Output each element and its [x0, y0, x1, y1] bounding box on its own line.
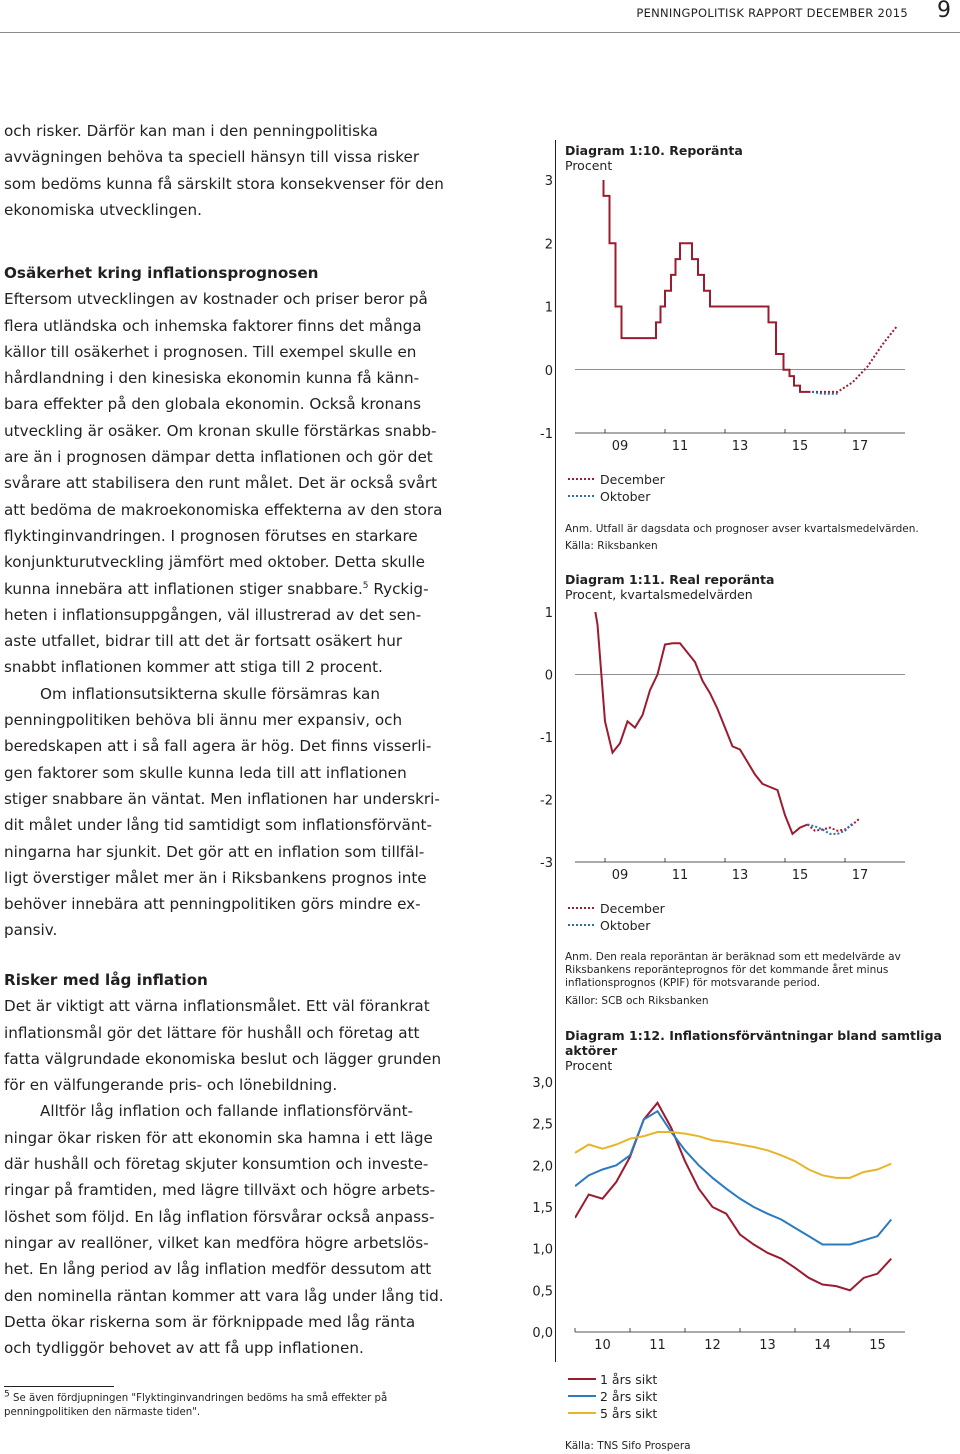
text-line: Eftersom utvecklingen av kostnader och priser beror på [4, 290, 428, 309]
diagram-unit: Procent, kvartalsmedelvärden [565, 587, 753, 602]
text-line-with-footnote [4, 576, 442, 602]
text-line: ekonomiska utvecklingen. [4, 200, 202, 219]
legend-label: 2 års sikt [600, 1389, 658, 1404]
text-line: fatta välgrundade ekonomiska beslut och lägger grunden [4, 1049, 442, 1068]
text-line: Det är viktigt att värna inflationsmålet. Ett väl förankrat [4, 997, 430, 1016]
text-line: källor till osäkerhet i prognosen. Till exempel skulle en [4, 342, 417, 361]
text-line: Detta ökar riskerna som är förknippade med låg ränta [4, 1312, 416, 1331]
text-line: svårare att stabilisera den runt målet. Det är också svårt [4, 474, 438, 493]
text-line: den nominella räntan kommer att vara låg under lång tid. [4, 1286, 444, 1305]
diagram-title: aktörer [565, 1043, 618, 1058]
text-line: konjunkturutveckling jämfört med oktober. Detta skulle [4, 553, 425, 572]
text-line: utveckling är osäker. Om kronan skulle förstärkas snabb- [4, 421, 437, 440]
footnote-marker[interactable]: 5 [362, 580, 369, 591]
y-tick-label: 1 [544, 300, 553, 316]
text-span: kunna innebära att inflationen stiger snabbare. [4, 579, 363, 598]
y-tick-label: -1 [540, 731, 553, 746]
x-tick-label: 09 [611, 439, 629, 454]
footnote-text: Se även fördjupningen "Flyktinginvandringen bedöms ha små effekter på [9, 1393, 388, 1404]
y-tick-label: 2 [544, 237, 553, 253]
section-heading-low-inflation: Risker med låg inflation [4, 971, 208, 989]
series-group [575, 168, 898, 394]
text-span: Ryckig- [368, 579, 429, 598]
section-uncertainty-paragraph-2 [4, 681, 442, 944]
x-tick-label: 17 [851, 439, 869, 454]
y-tick-label: 1,0 [532, 1242, 553, 1258]
footnote [4, 1389, 388, 1420]
series-line-utfall [575, 600, 808, 834]
text-line: dit målet under lång tid samtidigt som inflationsförvänt- [4, 816, 432, 835]
text-line: Alltför låg inflation och fallande inflationsförvänt- [40, 1102, 414, 1121]
section-low-inflation [4, 967, 444, 1361]
x-tick-label: 12 [704, 1338, 721, 1353]
text-line: inflationsmål gör det lättare för hushåll och företag att [4, 1023, 420, 1042]
x-tick-label: 09 [611, 868, 629, 883]
intro-paragraph [4, 118, 444, 223]
footnote-number: 5 [4, 1389, 10, 1400]
legend-swatches [568, 472, 598, 504]
x-tick-label: 13 [759, 1338, 776, 1353]
diagram-title: Diagram 1:10. Reporänta [565, 143, 743, 158]
header-divider [0, 32, 960, 33]
series-group [575, 1103, 891, 1291]
diagram-note: Anm. Utfall är dagsdata och prognoser avser kvartalsmedelvärden. [565, 523, 919, 535]
text-line: flyktinginvandringen. I prognosen förutses en starkare [4, 526, 418, 545]
y-tick-label: 3 [544, 174, 553, 189]
text-line: stiger snabbare än väntat. Men inflationen har underskri- [4, 789, 440, 808]
text-line: ningar ökar risken för att ekonomin ska hamna i ett läge [4, 1128, 433, 1147]
x-tick-label: 10 [594, 1338, 611, 1353]
running-header: PENNINGPOLITISK RAPPORT DECEMBER 2015 [636, 6, 908, 20]
section-heading-uncertainty: Osäkerhet kring inflationsprognosen [4, 264, 319, 282]
x-tick-label: 11 [671, 439, 689, 454]
note-line: Riksbankens reporänteprognos för det kommande året minus [565, 964, 889, 976]
y-tick-label: 2,0 [532, 1159, 553, 1175]
y-tick-label: -2 [540, 793, 553, 809]
section-uncertainty [4, 260, 442, 944]
text-line: Om inflationsutsikterna skulle försämras kan [40, 684, 380, 703]
x-tick-label: 11 [649, 1338, 666, 1353]
text-line: aste utfallet, bidrar till att det är fortsatt osäkert hur [4, 632, 403, 651]
x-tick-label: 13 [731, 439, 749, 454]
diagram-title: Diagram 1:11. Real reporänta [565, 572, 775, 587]
chart-inflationsforvantningar [530, 1072, 950, 1357]
x-tick-label: 15 [791, 439, 809, 454]
text-line: ningar av reallöner, vilket kan medföra högre arbetslös- [4, 1233, 429, 1252]
text-line: och tydliggör behovet av att få upp inflationen. [4, 1339, 364, 1358]
legend [568, 901, 688, 933]
y-tick-label: 1,5 [532, 1201, 553, 1216]
series-line-december [812, 325, 898, 391]
text-line: hårdlandning i den kinesiska ekonomin kunna få känn- [4, 369, 420, 388]
footnote-divider [4, 1386, 114, 1387]
footnote-text: penningpolitiken den närmaste tiden". [4, 1407, 201, 1418]
text-line: gen faktorer som skulle kunna leda till att inflationen [4, 763, 407, 782]
series-group [575, 600, 860, 834]
series-line-utfall [575, 168, 811, 392]
legend-swatches [568, 901, 598, 933]
legend-swatches [568, 1372, 598, 1422]
diagram-source: Källa: Riksbanken [565, 540, 658, 552]
diagram-title: Diagram 1:12. Inflationsförväntningar bland samtliga [565, 1028, 942, 1043]
text-line: som bedöms kunna få särskilt stora konsekvenser för den [4, 174, 444, 193]
text-line: het. En lång period av låg inflation medför dessutom att [4, 1260, 432, 1279]
text-line: avvägningen behöva ta speciell hänsyn till vissa risker [4, 148, 420, 167]
text-line: are än i prognosen dämpar detta inflationen och gör det [4, 448, 433, 467]
footnote-line [4, 1389, 388, 1406]
y-tick-label: 0,5 [532, 1284, 553, 1300]
legend-label: 5 års sikt [600, 1406, 658, 1421]
y-tick-label: 1 [544, 606, 553, 621]
text-line: behöver innebära att penningpolitiken görs mindre ex- [4, 895, 421, 914]
diagram-source: Källa: TNS Sifo Prospera [565, 1440, 691, 1452]
legend-label: Oktober [600, 918, 651, 933]
x-tick-label: 14 [814, 1338, 831, 1353]
note-line: Anm. Den reala reporäntan är beräknad som ett medelvärde av [565, 951, 901, 963]
text-line: snabbt inflationen kommer att stiga till 2 procent. [4, 658, 383, 677]
chart-real-reporanta [530, 600, 950, 887]
section-uncertainty-body-cont [4, 602, 442, 681]
x-tick-label: 13 [731, 868, 749, 883]
text-line: ligt överstiger målet mer än i Riksbankens prognos inte [4, 868, 427, 887]
legend [568, 1372, 688, 1422]
y-tick-label: -1 [540, 427, 553, 442]
text-line: att bedöma de makroekonomiska effekterna av den stora [4, 500, 443, 519]
section-low-inflation-paragraph-1 [4, 993, 444, 1098]
text-line: löshet som följd. En låg inflation försvårar också anpass- [4, 1207, 435, 1226]
legend [568, 472, 688, 504]
text-line: ningarna har sjunkit. Det gör att en inflation som tillfäl- [4, 842, 425, 861]
x-tick-label: 15 [869, 1338, 886, 1353]
page-number: 9 [937, 0, 951, 23]
section-uncertainty-body [4, 286, 442, 575]
chart-reporanta [530, 168, 950, 458]
y-tick-label: 0,0 [532, 1326, 553, 1341]
text-line: heten i inflationsuppgången, väl illustrerad av det sen- [4, 605, 422, 624]
text-line: och risker. Därför kan man i den penningpolitiska [4, 122, 378, 140]
legend-label: Oktober [600, 489, 651, 504]
diagram-note [565, 951, 901, 990]
x-tick-label: 11 [671, 868, 689, 883]
x-tick-label: 17 [851, 868, 869, 883]
y-tick-label: 0 [544, 363, 553, 379]
y-tick-label: 0 [544, 668, 553, 684]
y-tick-label: 2,5 [532, 1117, 553, 1133]
text-line: bara effekter på den globala ekonomin. Också kronans [4, 395, 422, 414]
diagram-unit: Procent [565, 1058, 613, 1073]
text-line: penningpolitiken behöva bli ännu mer expansiv, och [4, 711, 403, 730]
section-low-inflation-paragraph-2 [4, 1098, 444, 1361]
legend-label: 1 års sikt [600, 1372, 658, 1387]
diagram-unit: Procent [565, 158, 613, 173]
y-tick-label: 3,0 [532, 1076, 553, 1091]
legend-label: December [600, 472, 665, 487]
x-tick-label: 15 [791, 868, 809, 883]
text-line: flera utländska och inhemska faktorer finns det många [4, 316, 422, 335]
note-line: inflationsprognos (KPIF) för motsvarande period. [565, 977, 821, 989]
series-line-1-års-sikt [575, 1103, 891, 1291]
text-line: där hushåll och företag skjuter konsumtion och investe- [4, 1155, 429, 1174]
text-line: beredskapen att i så fall agera är hög. Det finns visserli- [4, 737, 432, 756]
text-line: pansiv. [4, 921, 58, 940]
y-tick-label: -3 [540, 856, 553, 871]
text-line: ringar på framtiden, med lägre tillväxt och högre arbets- [4, 1181, 436, 1200]
text-line: för en välfungerande pris- och lönebildning. [4, 1076, 338, 1095]
diagram-source: Källor: SCB och Riksbanken [565, 995, 709, 1007]
legend-label: December [600, 901, 665, 916]
